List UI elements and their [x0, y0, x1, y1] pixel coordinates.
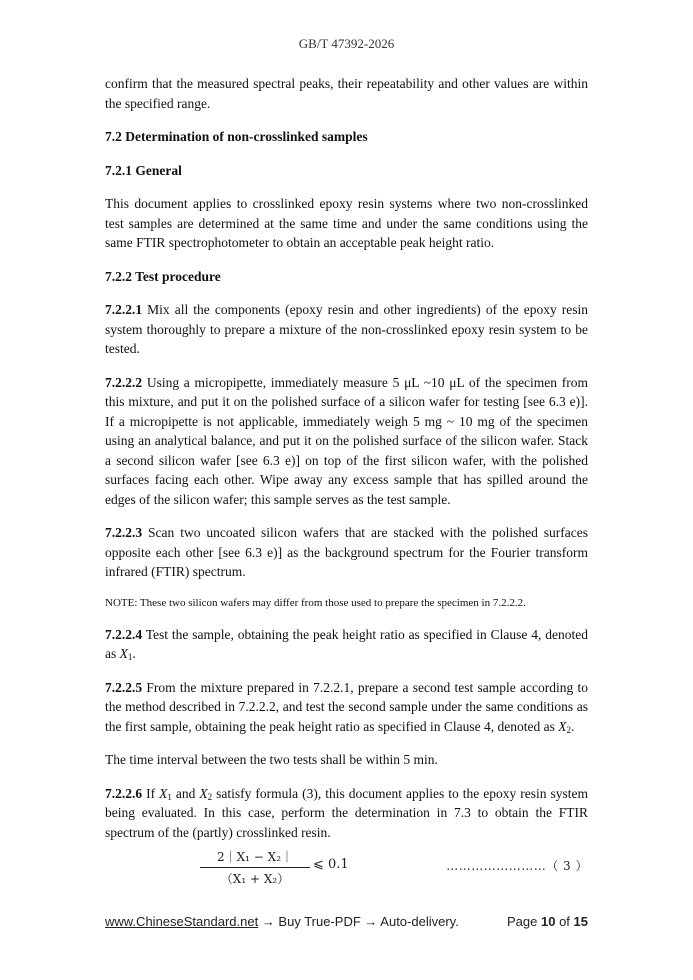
- variable-x: X: [119, 646, 128, 661]
- clause-number: 7.2.2.5: [105, 679, 143, 695]
- clause-7-2-2-3: [105, 523, 588, 582]
- general-paragraph: This document applies to crosslinked epoxy resin systems where two non-crosslinked test samples are determined at the same time and under the same conditions using the same FTIR spectrophotometer to obtain an acceptable peak height ratio.: [105, 196, 588, 250]
- interval-paragraph: The time interval between the two tests shall be within 5 min.: [105, 752, 438, 767]
- subscript: 2: [566, 724, 572, 735]
- page-indicator: [507, 914, 588, 929]
- subscript: 1: [167, 791, 172, 802]
- clause-text: Scan two uncoated silicon wafers that are stacked with the polished surfaces opposite each other [see 6.3 e)] as the background spectrum for the Fourier transform infrared (FTIR) spectrum.: [105, 525, 588, 579]
- page-total: 15: [573, 914, 588, 929]
- clause-text: Test the sample, obtaining the peak height ratio as specified in Clause 4, denoted as: [105, 626, 588, 661]
- clause-7-2-2-2: [105, 373, 588, 510]
- clause-number: 7.2.2.2: [105, 374, 143, 390]
- formula-denominator: （X₁ + X₂）: [220, 872, 290, 886]
- formula-numerator: 2｜X₁ − X₂｜: [200, 848, 310, 868]
- clause-number: 7.2.2.3: [105, 525, 143, 540]
- note-text: NOTE: These two silicon wafers may differ from those used to prepare the specimen in 7.2.2.2.: [105, 596, 526, 609]
- clause-text: Using a micropipette, immediately measure 5 μL ~10 μL of the specimen from this mixture, and put it on the polished surface of a silicon wafer for testing [see 6.3 e)]. If a micropipette is not applicable, immediately weigh 5 mg ~ 10 mg of the specimen using an analytical balance, and put it on the polished surface of the silicon wafer. Stack a second silicon wafer [see 6.3 e)] on top of the first silicon wafer, with the polished surfaces facing each other. Wipe away any excess sample that has spilled around the edges of the silicon wafer; this sample serves as the test sample.: [105, 374, 588, 507]
- clause-number: 7.2.2.6: [105, 785, 143, 801]
- variable-x: X: [199, 785, 208, 801]
- variable-x: X: [159, 785, 168, 801]
- clause-7-2-2-1: [105, 300, 588, 359]
- formula-relation: ⩽ 0.1: [313, 857, 349, 872]
- promo-text: → Buy True-PDF → Auto-delivery.: [258, 914, 459, 929]
- period: .: [571, 718, 575, 734]
- subscript: 2: [207, 791, 213, 802]
- heading-7-2-1: 7.2.1 General: [105, 162, 182, 178]
- page-label: Page: [507, 914, 541, 929]
- clause-number: 7.2.2.1: [105, 302, 143, 317]
- heading-7-2: 7.2 Determination of non-crosslinked samples: [105, 129, 368, 144]
- clause-text: Mix all the components (epoxy resin and other ingredients) of the epoxy resin system thoroughly to prepare a mixture of the non-crosslinked epoxy resin system to be tested.: [105, 302, 588, 356]
- page-footer: [105, 914, 588, 934]
- clause-number: 7.2.2.4: [105, 626, 143, 642]
- formula-number: ……………………（ 3 ）: [446, 859, 588, 873]
- period: .: [132, 646, 136, 661]
- formula-3: [105, 848, 588, 888]
- intro-paragraph: confirm that the measured spectral peaks, their repeatability and other values are within the specified range.: [105, 76, 588, 111]
- formula-fraction: [200, 848, 310, 887]
- heading-7-2-2: 7.2.2 Test procedure: [105, 268, 221, 284]
- clause-text: If: [142, 785, 160, 801]
- variable-x: X: [558, 718, 567, 734]
- clause-text: satisfy formula (3), this document applies to the epoxy resin system being evaluated. In this case, perform the determination in 7.3 to obtain the FTIR spectrum of the (partly) crosslinked resin.: [105, 785, 588, 840]
- page-body: [105, 74, 588, 842]
- site-link[interactable]: www.ChineseStandard.net: [105, 914, 259, 929]
- subscript: 1: [127, 652, 133, 662]
- document-header: GB/T 47392-2026: [298, 36, 395, 51]
- clause-7-2-2-6: [105, 784, 588, 843]
- of-label: of: [555, 914, 574, 929]
- clause-text: From the mixture prepared in 7.2.2.1, prepare a second test sample according to the method described in 7.2.2.2, and test the second sample under the same conditions as the first sample, obtaining the peak height ratio as specified in Clause 4, denoted as: [105, 679, 588, 734]
- conjunction: and: [171, 785, 200, 801]
- page-number: 10: [540, 914, 556, 929]
- clause-7-2-2-4: [105, 625, 588, 664]
- footer-promo: [105, 914, 459, 929]
- clause-7-2-2-5: [105, 678, 588, 737]
